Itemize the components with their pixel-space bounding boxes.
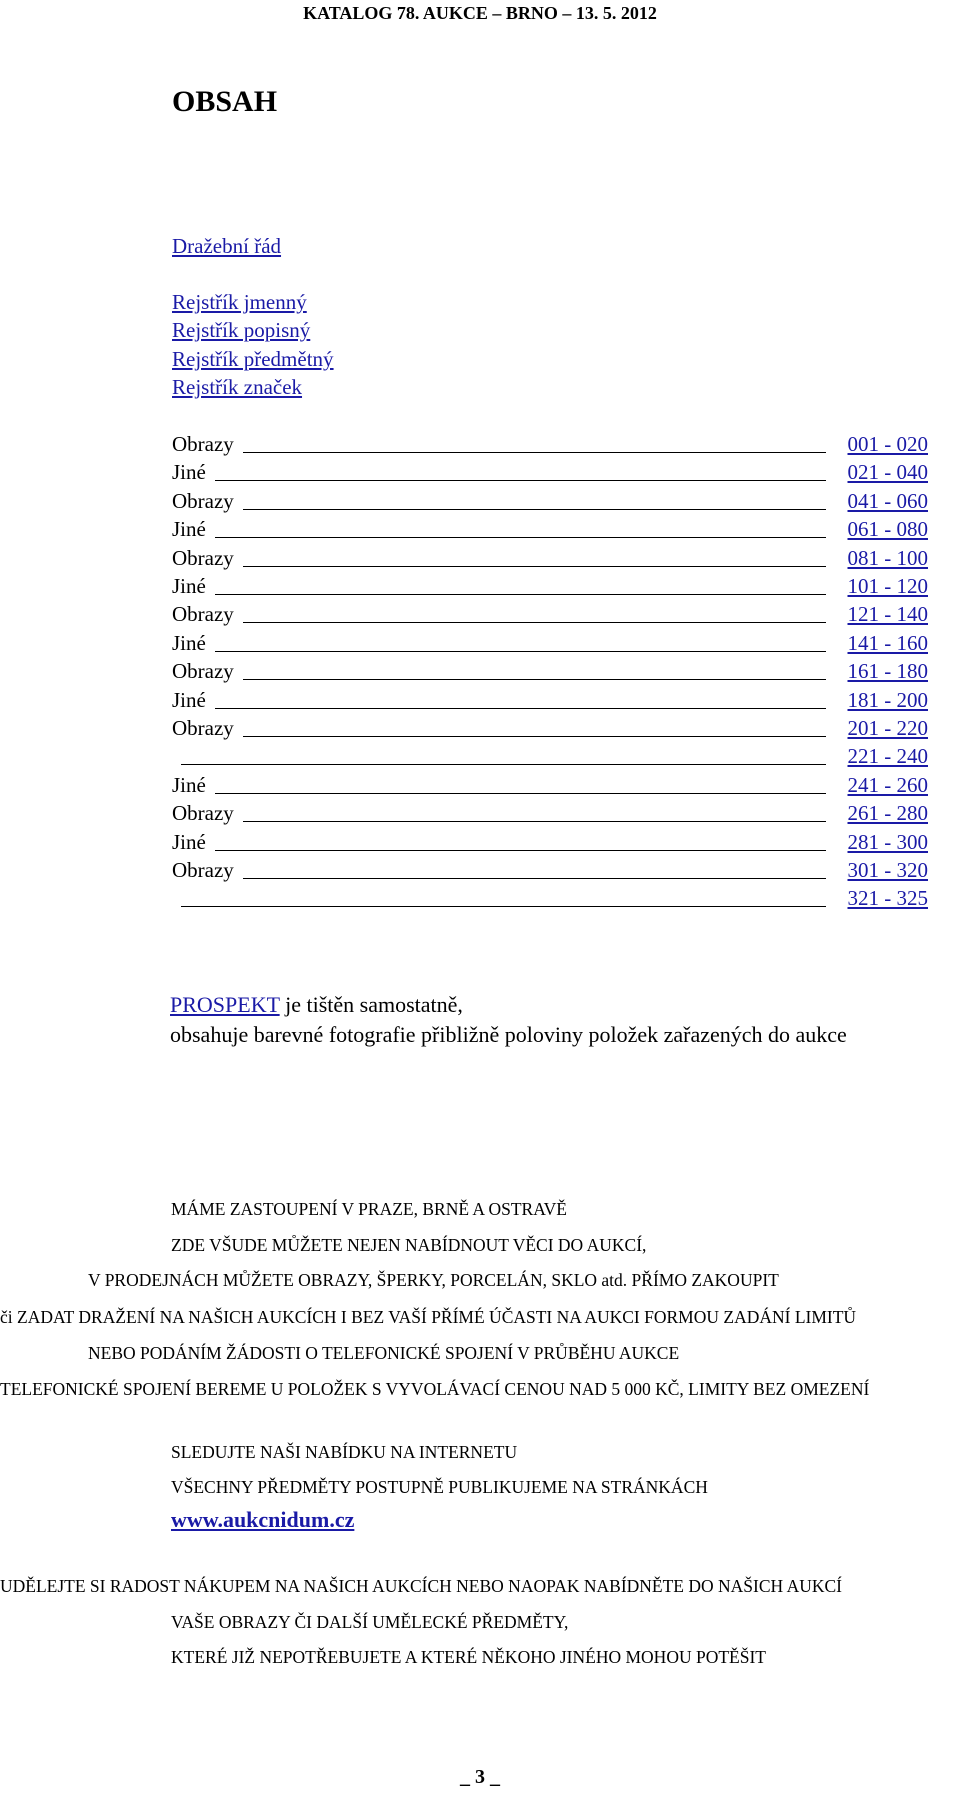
toc-label: Obrazy bbox=[172, 858, 234, 882]
toc-label: Jiné bbox=[172, 460, 206, 485]
toc-row bbox=[172, 629, 928, 657]
toc-row bbox=[172, 686, 928, 714]
toc-row bbox=[172, 799, 928, 827]
toc-leader-line bbox=[215, 480, 826, 481]
toc-label: Jiné bbox=[172, 687, 206, 712]
closing-line-1: UDĚLEJTE SI RADOST NÁKUPEM NA NAŠICH AUKCÍCH NEBO NAOPAK NABÍDNĚTE DO NAŠICH AUKCÍ bbox=[0, 1576, 842, 1596]
toc-leader-line bbox=[215, 651, 826, 652]
closing-line-2: VAŠE OBRAZY ČI DALŠÍ UMĚLECKÉ PŘEDMĚTY, bbox=[171, 1612, 569, 1632]
toc-label: Obrazy bbox=[172, 602, 234, 627]
toc-label: Jiné bbox=[172, 574, 206, 598]
toc-row bbox=[172, 771, 928, 799]
toc-label: Obrazy bbox=[172, 432, 234, 456]
toc-row bbox=[172, 487, 928, 515]
toc-leader-line bbox=[243, 878, 826, 879]
prospekt-line-2: obsahuje barevné fotografie přibližně poloviny položek zařazených do aukce bbox=[170, 1022, 847, 1047]
page-number: _ 3 _ bbox=[460, 1766, 500, 1788]
toc-label: Obrazy bbox=[172, 659, 234, 684]
toc-range-link[interactable]: 121 - 140 bbox=[847, 602, 928, 627]
toc-leader-line bbox=[243, 622, 826, 623]
toc-leader-line bbox=[243, 821, 826, 822]
internet-line-1: SLEDUJTE NAŠI NABÍDKU NA INTERNETU bbox=[171, 1442, 518, 1462]
toc-range-link[interactable]: 261 - 280 bbox=[847, 801, 928, 826]
info-line-1: MÁME ZASTOUPENÍ V PRAZE, BRNĚ A OSTRAVĚ bbox=[171, 1199, 567, 1219]
toc-leader-line bbox=[215, 850, 826, 851]
toc-range-link[interactable]: 301 - 320 bbox=[847, 858, 928, 882]
toc-row bbox=[172, 600, 928, 628]
toc-label: Jiné bbox=[172, 517, 206, 542]
toc-label: Obrazy bbox=[172, 716, 234, 740]
toc-row bbox=[172, 544, 928, 572]
link-index-descriptive[interactable]: Rejstřík popisný bbox=[172, 318, 311, 342]
toc-label: Obrazy bbox=[172, 488, 234, 513]
toc-label: Jiné bbox=[172, 630, 206, 655]
info-line-5: NEBO PODÁNÍM ŽÁDOSTI O TELEFONICKÉ SPOJENÍ V PRŮBĚHU AUKCE bbox=[88, 1343, 680, 1363]
toc-row bbox=[172, 856, 928, 884]
link-index-names[interactable]: Rejstřík jmenný bbox=[172, 290, 307, 314]
toc-row bbox=[172, 657, 928, 685]
toc-label: Obrazy bbox=[172, 545, 234, 570]
toc-range-link[interactable]: 101 - 120 bbox=[847, 574, 928, 598]
toc-range-link[interactable]: 141 - 160 bbox=[847, 630, 928, 655]
toc-range-link[interactable]: 221 - 240 bbox=[847, 744, 928, 769]
page-header: KATALOG 78. AUKCE – BRNO – 13. 5. 2012 bbox=[303, 3, 657, 23]
toc-leader-line bbox=[215, 793, 826, 794]
toc-range-link[interactable]: 081 - 100 bbox=[847, 545, 928, 570]
toc-range-link[interactable]: 241 - 260 bbox=[847, 772, 928, 797]
toc-leader-line bbox=[181, 764, 826, 765]
info-line-3: V PRODEJNÁCH MŮŽETE OBRAZY, ŠPERKY, PORCELÁN, SKLO atd. PŘÍMO ZAKOUPIT bbox=[88, 1270, 779, 1290]
toc-range-link[interactable]: 321 - 325 bbox=[847, 886, 928, 911]
page-title: OBSAH bbox=[172, 85, 278, 118]
toc-row bbox=[172, 515, 928, 543]
toc-leader-line bbox=[243, 736, 826, 737]
toc-leader-line bbox=[243, 452, 826, 453]
info-line-6: TELEFONICKÉ SPOJENÍ BEREME U POLOŽEK S VYVOLÁVACÍ CENOU NAD 5 000 KČ, LIMITY BEZ OMEZENÍ bbox=[0, 1379, 870, 1399]
link-prospekt[interactable]: PROSPEKT bbox=[170, 992, 280, 1017]
toc-row bbox=[172, 458, 928, 486]
toc-row bbox=[172, 430, 928, 458]
toc-label: Jiné bbox=[172, 829, 206, 854]
link-index-subject[interactable]: Rejstřík předmětný bbox=[172, 347, 334, 371]
toc-leader-line bbox=[215, 537, 826, 538]
toc-range-link[interactable]: 021 - 040 bbox=[847, 460, 928, 485]
info-line-2: ZDE VŠUDE MŮŽETE NEJEN NABÍDNOUT VĚCI DO AUKCÍ, bbox=[171, 1235, 647, 1255]
toc-range-link[interactable]: 181 - 200 bbox=[847, 687, 928, 712]
toc-range-link[interactable]: 281 - 300 bbox=[847, 829, 928, 854]
toc-leader-line bbox=[181, 906, 826, 907]
toc-label: Jiné bbox=[172, 772, 206, 797]
closing-line-3: KTERÉ JIŽ NEPOTŘEBUJETE A KTERÉ NĚKOHO JINÉHO MOHOU POTĚŠIT bbox=[171, 1647, 766, 1667]
toc-range-link[interactable]: 161 - 180 bbox=[847, 659, 928, 684]
toc-row bbox=[172, 714, 928, 742]
info-line-4: či ZADAT DRAŽENÍ NA NAŠICH AUKCÍCH I BEZ VAŠÍ PŘÍMÉ ÚČASTI NA AUKCI FORMOU ZADÁNÍ LIMITŮ bbox=[0, 1307, 857, 1327]
toc-row bbox=[172, 828, 928, 856]
prospekt-text: je tištěn samostatně, bbox=[279, 992, 463, 1017]
toc-leader-line bbox=[243, 679, 826, 680]
toc-leader-line bbox=[243, 509, 826, 510]
link-auction-rules[interactable]: Dražební řád bbox=[172, 234, 282, 258]
toc-range-link[interactable]: 041 - 060 bbox=[847, 488, 928, 513]
toc-range-link[interactable]: 061 - 080 bbox=[847, 517, 928, 542]
website-link[interactable]: www.aukcnidum.cz bbox=[171, 1507, 355, 1532]
toc-leader-line bbox=[215, 594, 826, 595]
toc-leader-line bbox=[243, 566, 826, 567]
toc-range-link[interactable]: 001 - 020 bbox=[847, 432, 928, 456]
toc-label: Obrazy bbox=[172, 801, 234, 826]
toc-row bbox=[172, 884, 928, 912]
prospekt-line-1 bbox=[170, 990, 463, 1020]
internet-line-2: VŠECHNY PŘEDMĚTY POSTUPNĚ PUBLIKUJEME NA STRÁNKÁCH bbox=[171, 1477, 708, 1497]
link-index-marks[interactable]: Rejstřík značek bbox=[172, 375, 303, 399]
toc-range-link[interactable]: 201 - 220 bbox=[847, 716, 928, 740]
toc-leader-line bbox=[215, 708, 826, 709]
toc-row bbox=[172, 572, 928, 600]
toc-row bbox=[172, 742, 928, 770]
